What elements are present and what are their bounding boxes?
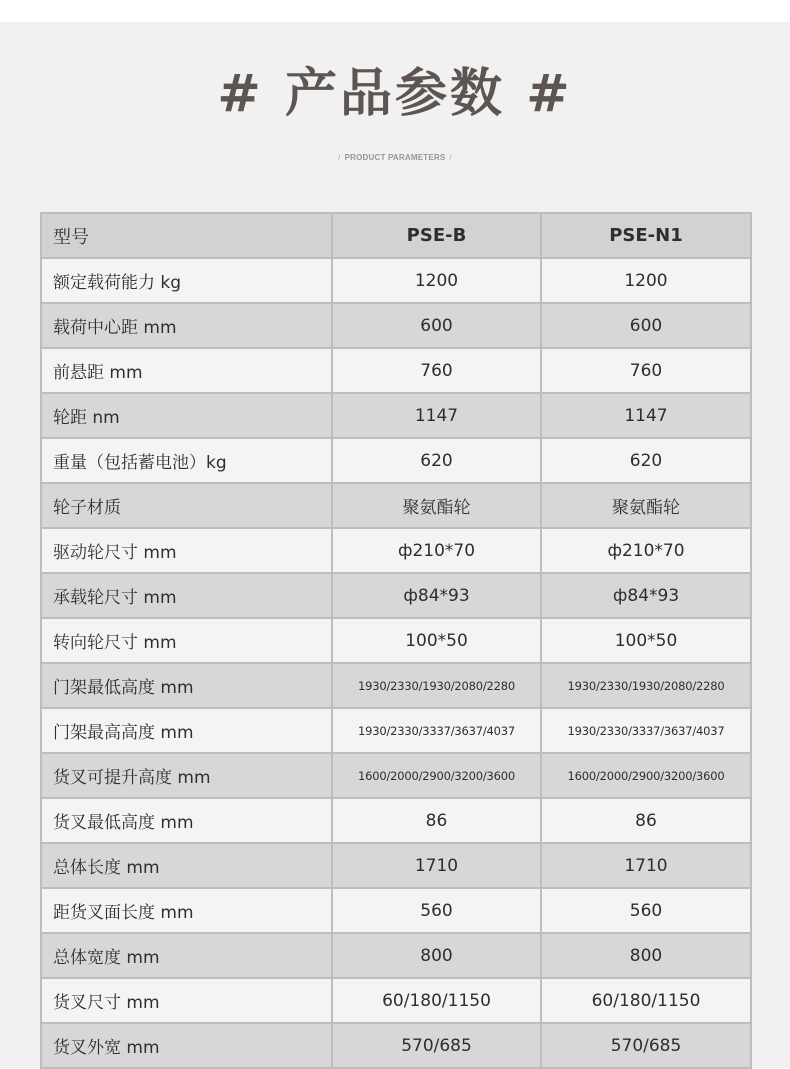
hash-left: #	[217, 64, 264, 124]
row-pse-n1-cell: 100*50	[541, 618, 751, 663]
table-row	[41, 348, 751, 393]
row-pse-n1-cell: 1600/2000/2900/3200/3600	[541, 753, 751, 798]
page-subtitle	[0, 153, 790, 163]
row-label-cell: 货叉可提升高度 mm	[41, 753, 332, 798]
page-title	[0, 62, 790, 126]
row-pse-b-cell: 聚氨酯轮	[332, 483, 541, 528]
row-pse-b-cell: 1147	[332, 393, 541, 438]
row-pse-b-cell: 600	[332, 303, 541, 348]
row-pse-b-cell: ф84*93	[332, 573, 541, 618]
row-pse-n1-cell: 620	[541, 438, 751, 483]
title-text: 产品参数	[284, 64, 505, 124]
header-model-cell: 型号	[41, 213, 332, 258]
row-pse-b-cell: 620	[332, 438, 541, 483]
spec-table	[40, 212, 752, 1069]
table-row	[41, 438, 751, 483]
table-row	[41, 528, 751, 573]
row-pse-b-cell: 570/685	[332, 1023, 541, 1068]
row-pse-n1-cell: ф210*70	[541, 528, 751, 573]
row-label-cell: 额定载荷能力 kg	[41, 258, 332, 303]
table-row	[41, 1023, 751, 1068]
row-pse-n1-cell: 600	[541, 303, 751, 348]
row-label-cell: 总体宽度 mm	[41, 933, 332, 978]
header-pse-n1-cell: PSE-N1	[541, 213, 751, 258]
table-row	[41, 483, 751, 528]
row-label-cell: 载荷中心距 mm	[41, 303, 332, 348]
row-pse-b-cell: 560	[332, 888, 541, 933]
table-row	[41, 753, 751, 798]
table-row	[41, 933, 751, 978]
row-label-cell: 转向轮尺寸 mm	[41, 618, 332, 663]
row-pse-n1-cell: ф84*93	[541, 573, 751, 618]
row-pse-b-cell: 1930/2330/1930/2080/2280	[332, 663, 541, 708]
row-pse-b-cell: 60/180/1150	[332, 978, 541, 1023]
table-row	[41, 303, 751, 348]
row-label-cell: 货叉最低高度 mm	[41, 798, 332, 843]
hash-right: #	[526, 64, 573, 124]
table-row	[41, 978, 751, 1023]
table-row	[41, 843, 751, 888]
row-label-cell: 货叉尺寸 mm	[41, 978, 332, 1023]
row-pse-n1-cell: 800	[541, 933, 751, 978]
row-pse-b-cell: 1200	[332, 258, 541, 303]
row-pse-n1-cell: 1930/2330/1930/2080/2280	[541, 663, 751, 708]
row-pse-b-cell: 1930/2330/3337/3637/4037	[332, 708, 541, 753]
row-pse-n1-cell: 60/180/1150	[541, 978, 751, 1023]
table-row	[41, 393, 751, 438]
row-label-cell: 门架最低高度 mm	[41, 663, 332, 708]
row-label-cell: 前悬距 mm	[41, 348, 332, 393]
row-pse-n1-cell: 86	[541, 798, 751, 843]
table-row	[41, 258, 751, 303]
row-pse-b-cell: 1600/2000/2900/3200/3600	[332, 753, 541, 798]
table-row	[41, 663, 751, 708]
subtitle-text: PRODUCT PARAMETERS	[344, 153, 446, 162]
row-pse-n1-cell: 760	[541, 348, 751, 393]
row-label-cell: 货叉外宽 mm	[41, 1023, 332, 1068]
row-label-cell: 轮距 nm	[41, 393, 332, 438]
row-pse-n1-cell: 570/685	[541, 1023, 751, 1068]
row-pse-b-cell: 86	[332, 798, 541, 843]
row-pse-b-cell: 800	[332, 933, 541, 978]
row-pse-n1-cell: 1930/2330/3337/3637/4037	[541, 708, 751, 753]
row-pse-b-cell: ф210*70	[332, 528, 541, 573]
row-label-cell: 驱动轮尺寸 mm	[41, 528, 332, 573]
row-label-cell: 重量（包括蓄电池）kg	[41, 438, 332, 483]
header-pse-b-cell: PSE-B	[332, 213, 541, 258]
table-row	[41, 618, 751, 663]
row-pse-n1-cell: 1200	[541, 258, 751, 303]
row-label-cell: 距货叉面长度 mm	[41, 888, 332, 933]
row-label-cell: 轮子材质	[41, 483, 332, 528]
row-pse-n1-cell: 1710	[541, 843, 751, 888]
row-pse-n1-cell: 1147	[541, 393, 751, 438]
table-row	[41, 798, 751, 843]
row-pse-b-cell: 760	[332, 348, 541, 393]
table-row	[41, 888, 751, 933]
row-pse-b-cell: 1710	[332, 843, 541, 888]
row-pse-n1-cell: 聚氨酯轮	[541, 483, 751, 528]
row-label-cell: 总体长度 mm	[41, 843, 332, 888]
subtitle-slash-left: /	[338, 153, 341, 162]
row-pse-n1-cell: 560	[541, 888, 751, 933]
table-row	[41, 708, 751, 753]
subtitle-slash-right: /	[449, 153, 452, 162]
table-header-row	[41, 213, 751, 258]
row-pse-b-cell: 100*50	[332, 618, 541, 663]
row-label-cell: 门架最高高度 mm	[41, 708, 332, 753]
row-label-cell: 承载轮尺寸 mm	[41, 573, 332, 618]
table-row	[41, 573, 751, 618]
